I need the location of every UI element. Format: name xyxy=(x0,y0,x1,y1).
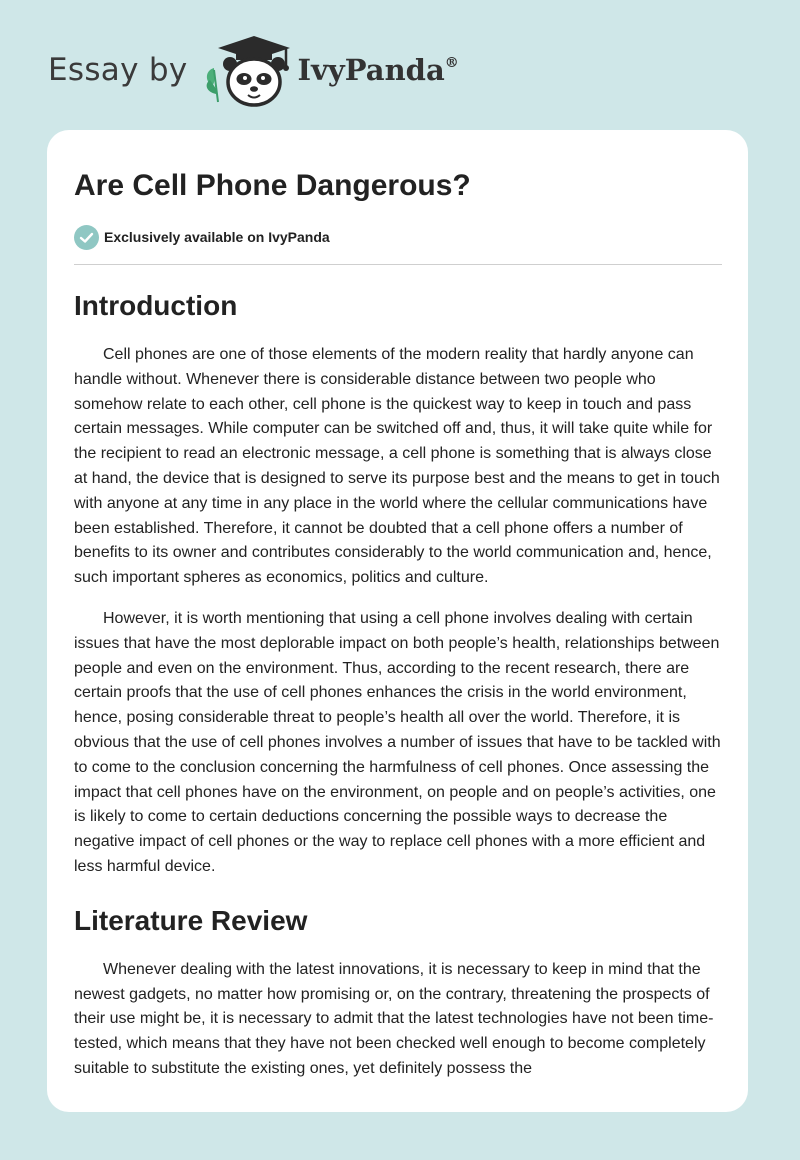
registered-mark: ® xyxy=(444,55,459,71)
site-header xyxy=(48,30,459,110)
page-title: Are Cell Phone Dangerous? xyxy=(74,169,471,202)
exclusive-badge xyxy=(74,224,722,250)
check-circle-icon xyxy=(74,225,99,250)
section-heading-literature-review: Literature Review xyxy=(74,904,308,936)
section-heading-introduction: Introduction xyxy=(74,290,238,321)
intro-paragraph-2: However, it is worth mentioning that using a cell phone involves dealing with certain issues that have the most deplorable impact on both people’s health, relationships between people and even on the environment. Thus, according to the recent research, there are certain proofs that the use of cell phones enhances the crisis in the world environment, hence, posing considerable threat to people’s health all over the world. Therefore, it is obvious that the use of cell phones involves a number of issues that have to be tackled with to come to the conclusion concerning the harmfulness of cell phones. Once assessing the impact that cell phones have on the environment, on people and on people’s activities, one is likely to come to certain deductions concerning the possible ways to decrease the negative impact of cell phones or the way to replace cell phones with a more efficient and less harmful device. xyxy=(74,609,721,875)
exclusive-label: Exclusively available on IvyPanda xyxy=(104,229,330,245)
divider xyxy=(74,264,722,265)
panda-graduate-logo-icon[interactable] xyxy=(202,30,294,110)
essay-card xyxy=(47,130,748,1112)
literature-paragraph-1: Whenever dealing with the latest innovations, it is necessary to keep in mind that the newest gadgets, no matter how promising or, on the contrary, threatening the prospects of their use might be, it is necessary to admit that the latest technologies have not been time-tested, which means that they have not been checked well enough to become completely suitable to substitute the existing ones, yet definitely possess the xyxy=(74,960,714,1077)
essay-by-label: Essay by xyxy=(48,52,188,88)
intro-paragraph-1: Cell phones are one of those elements of the modern reality that hardly anyone can handle without. Whenever there is considerable distance between two people who somehow relate to each other, cell phone is the quickest way to keep in touch and pass certain messages. While computer can be switched off and, thus, it will take quite while for the recipient to read an electronic message, a cell phone is something that is always close at hand, the device that is designed to serve its purpose best and the means to get in touch with anyone at any time in any place in the world where the cellular communications have been established. Therefore, it cannot be doubted that a cell phone offers a number of benefits to its owner and contributes considerably to the world communication and, hence, such important spheres as economics, politics and culture. xyxy=(74,346,720,587)
brand-name[interactable]: IvyPanda® xyxy=(297,53,459,87)
